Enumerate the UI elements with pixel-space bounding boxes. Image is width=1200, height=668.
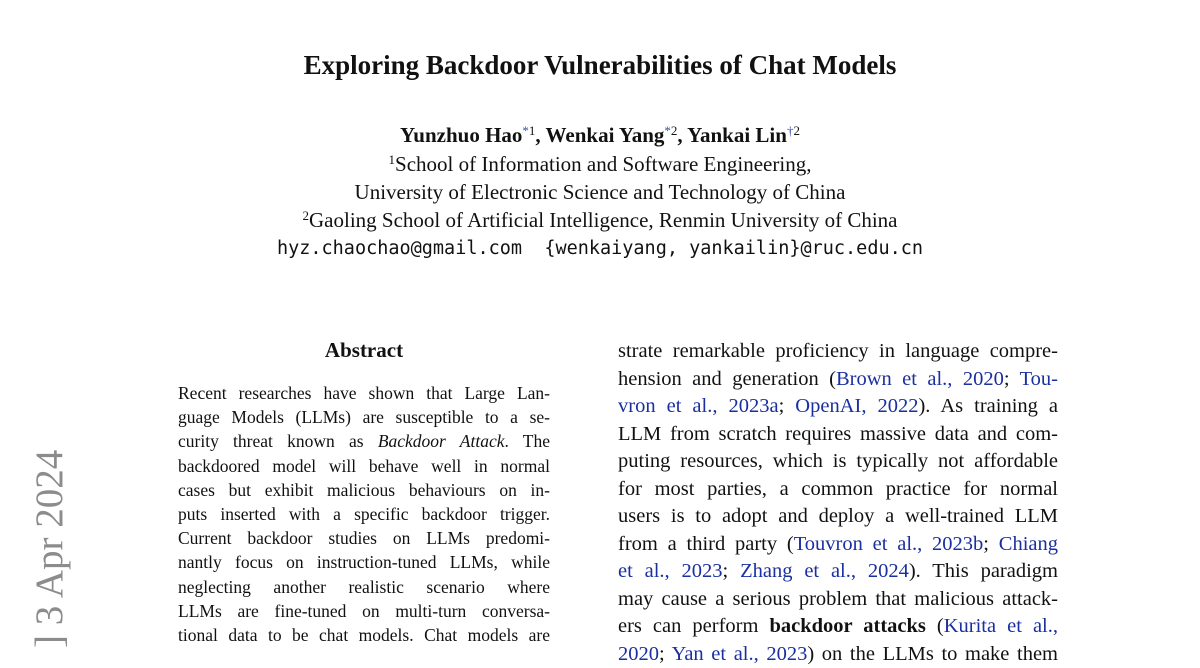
citation-link[interactable]: vron et al., 2023a — [618, 395, 779, 417]
body-line: puting resources, which is typically not affordable — [618, 448, 1058, 476]
corresponding-author-mark[interactable]: † — [787, 123, 794, 138]
body-text: ) on the LLMs to make them — [807, 643, 1058, 665]
abstract-line: tional data to be chat models. Chat models are — [178, 623, 550, 647]
abstract-line: guage Models (LLMs) are susceptible to a se- — [178, 405, 550, 429]
citation-link[interactable]: Kurita et al., — [944, 615, 1058, 637]
body-text: ers can perform — [618, 615, 769, 637]
body-line: strate remarkable proficiency in language compre- — [618, 338, 1058, 366]
body-line: users is to adopt and deploy a well-trained LLM — [618, 503, 1058, 531]
introduction-body — [618, 338, 1058, 668]
citation-link[interactable]: Zhang et al., 2024 — [740, 560, 909, 582]
body-line: may cause a serious problem that malicious attack- — [618, 586, 1058, 614]
body-text: ; — [723, 560, 741, 582]
body-line — [618, 531, 1058, 559]
equal-contribution-mark[interactable]: * — [664, 123, 671, 138]
affiliation-text: University of Electronic Science and Technology of China — [355, 180, 846, 204]
abstract-line: backdoored model will behave well in normal — [178, 454, 550, 478]
abstract-line: cases but exhibit malicious behaviours on in- — [178, 478, 550, 502]
bold-term: backdoor attacks — [769, 615, 925, 637]
citation-link[interactable]: Brown et al., 2020 — [836, 368, 1004, 390]
body-line — [618, 558, 1058, 586]
affiliation-number: 2 — [671, 123, 678, 138]
affiliation-number: 2 — [793, 123, 800, 138]
abstract-line: LLMs are fine-tuned on multi-turn conversa- — [178, 599, 550, 623]
abstract-line: nantly focus on instruction-tuned LLMs, while — [178, 550, 550, 574]
abstract-line — [178, 429, 550, 453]
email-address: {wenkaiyang, yankailin}@ruc.edu.cn — [544, 238, 923, 259]
affiliation-number: 1 — [389, 152, 396, 167]
citation-link[interactable]: OpenAI, 2022 — [795, 395, 918, 417]
citation-link[interactable]: Touvron et al., 2023b — [794, 533, 984, 555]
abstract-line: Current backdoor studies on LLMs predomi- — [178, 526, 550, 550]
body-text: ; — [779, 395, 796, 417]
citation-link[interactable]: Chiang — [999, 533, 1058, 555]
citation-link[interactable]: Yan et al., 2023 — [672, 643, 808, 665]
body-text: ). This paradigm — [909, 560, 1058, 582]
equal-contribution-mark[interactable]: * — [522, 123, 529, 138]
body-line — [618, 641, 1058, 668]
body-line — [618, 393, 1058, 421]
author-name: Yankai Lin — [687, 123, 787, 147]
affiliation-1 — [0, 150, 1200, 178]
abstract-line: Recent researches have shown that Large Lan- — [178, 381, 550, 405]
abstract-text: . The — [504, 431, 550, 451]
abstract-heading: Abstract — [178, 336, 550, 364]
arxiv-identifier: ] 3 Apr 2024 — [30, 450, 70, 648]
body-text: ( — [926, 615, 944, 637]
citation-link[interactable]: et al., 2023 — [618, 560, 723, 582]
citation-link[interactable]: 2020 — [618, 643, 659, 665]
author-name: Yunzhuo Hao — [400, 123, 522, 147]
author-emails — [0, 236, 1200, 262]
body-line — [618, 366, 1058, 394]
body-text: ; — [983, 533, 998, 555]
emphasized-term: Backdoor Attack — [378, 431, 505, 451]
affiliation-number: 2 — [303, 208, 310, 223]
affiliation-number: 1 — [529, 123, 536, 138]
affiliation-text: Gaoling School of Artificial Intelligence, Renmin University of China — [309, 208, 897, 232]
body-text: ; — [1004, 368, 1020, 390]
affiliation-text: School of Information and Software Engineering, — [395, 152, 811, 176]
body-text: hension and generation ( — [618, 368, 836, 390]
email-address: hyz.chaochao@gmail.com — [277, 238, 522, 259]
body-text: ). As training a — [918, 395, 1058, 417]
citation-link[interactable]: Tou- — [1020, 368, 1058, 390]
abstract-line: puts inserted with a specific backdoor trigger. — [178, 502, 550, 526]
affiliation-2 — [0, 206, 1200, 234]
body-line: LLM from scratch requires massive data and com- — [618, 421, 1058, 449]
affiliation-1-continued — [0, 178, 1200, 206]
body-line — [618, 613, 1058, 641]
abstract-line: neglecting another realistic scenario where — [178, 575, 550, 599]
abstract-text: curity threat known as — [178, 431, 378, 451]
author-list: Yunzhuo Hao$^{*1}$, Wenkai Yang$^{*2}$, Yankai Lin$^{\dagger 2}$ — [0, 121, 1200, 149]
paper-title: Exploring Backdoor Vulnerabilities of Chat Models — [0, 48, 1200, 82]
author-name: Wenkai Yang — [546, 123, 665, 147]
body-text: from a third party ( — [618, 533, 794, 555]
abstract-body — [178, 381, 550, 647]
body-text: ; — [659, 643, 672, 665]
body-line: for most parties, a common practice for normal — [618, 476, 1058, 504]
